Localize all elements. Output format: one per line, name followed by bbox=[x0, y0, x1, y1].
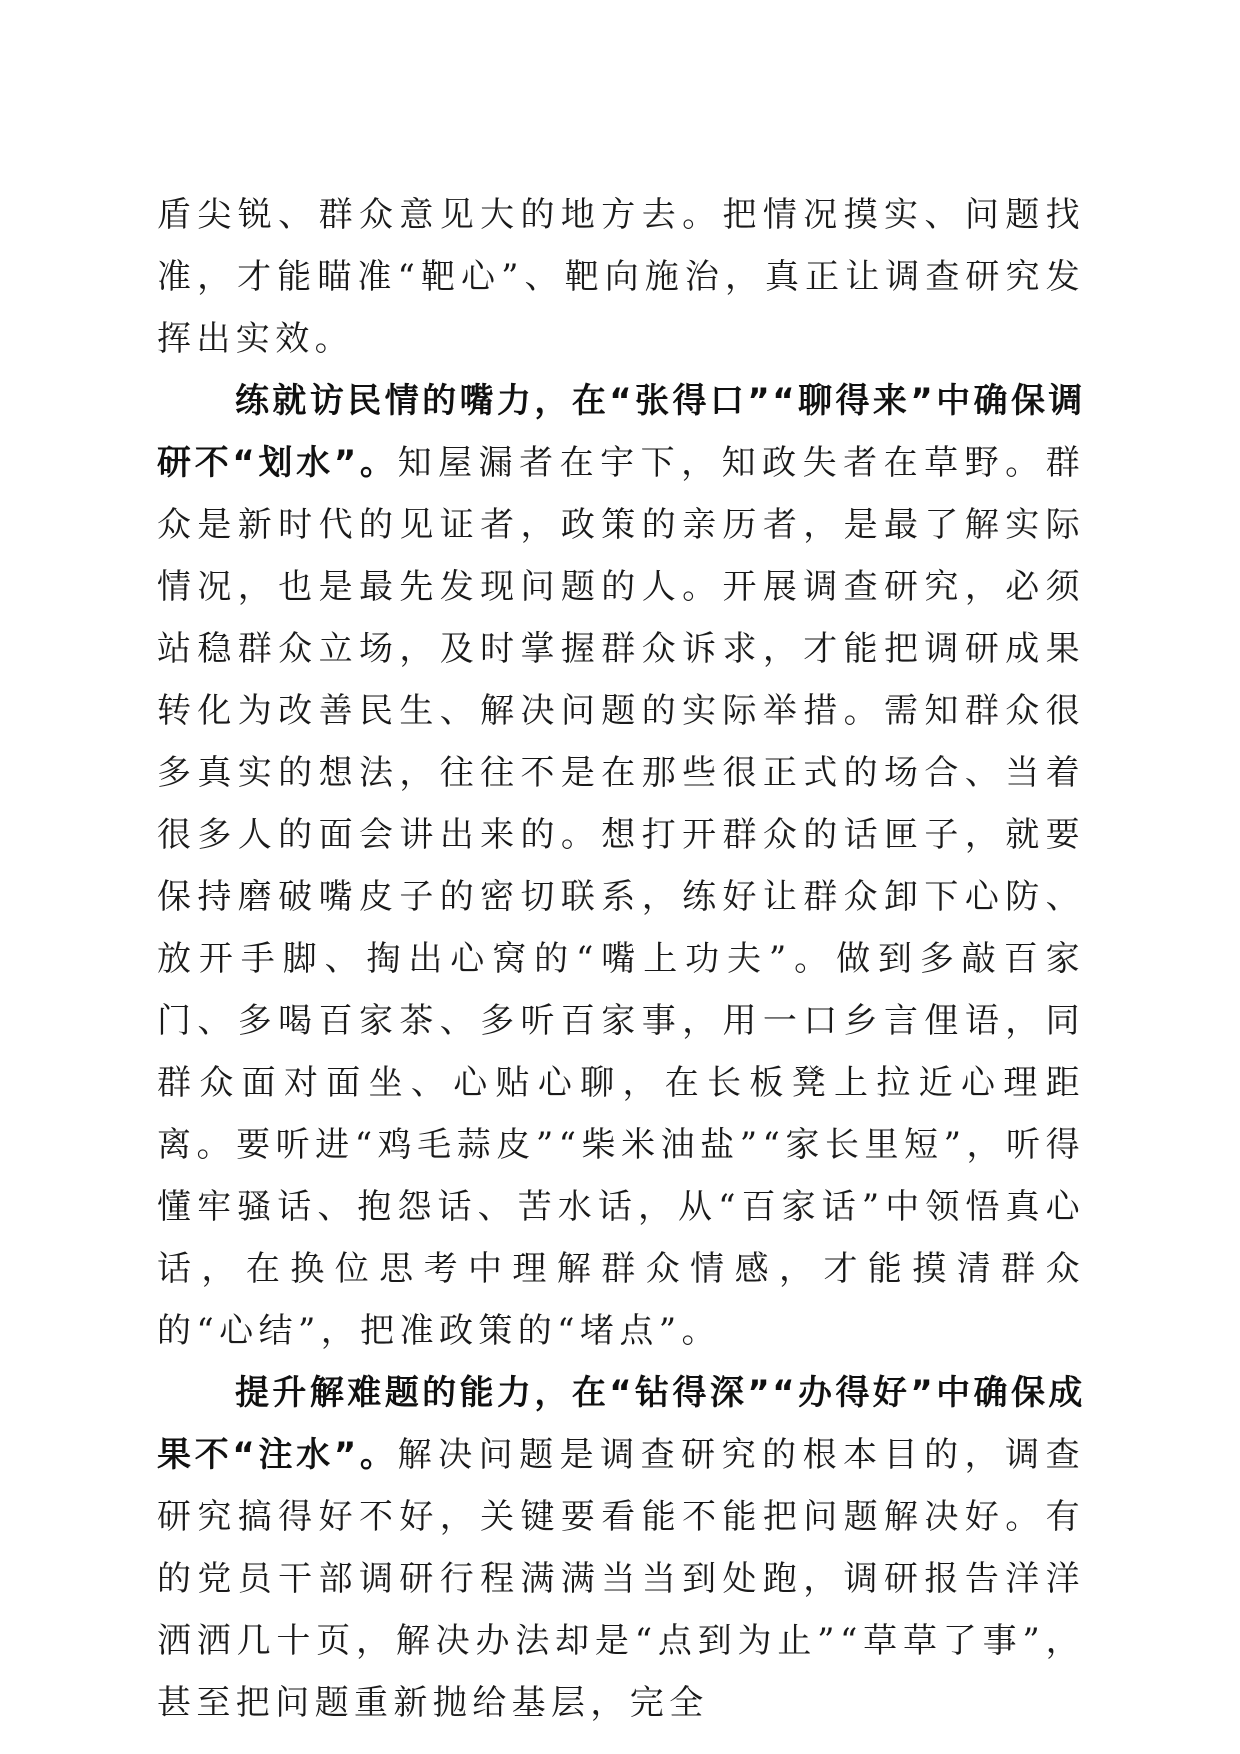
paragraph-continuation bbox=[157, 184, 1085, 370]
paragraph-problem-solving bbox=[157, 1362, 1085, 1734]
paragraph-heading: 练就访民情的嘴力，在“张得口”“聊得来”中确保调研不“划水”。 bbox=[157, 381, 1085, 483]
paragraph-text: 知屋漏者在宇下，知政失者在草野。群众是新时代的见证者，政策的亲历者，是最了解实际情况，也是最先发现问题的人。开展调查研究，必须站稳群众立场，及时掌握群众诉求，才能把调研成果转化为改善民生、解决问题的实际举措。需知群众很多真实的想法，往往不是在那些很正式的场合、当着很多人的面会讲出来的。想打开群众的话匣子，就要保持磨破嘴皮子的密切联系，练好让群众卸下心防、放开手脚、掏出心窝的“嘴上功夫”。做到多敲百家门、多喝百家茶、多听百家事，用一口乡言俚语，同群众面对面坐、心贴心聊，在长板凳上拉近心理距离。要听进“鸡毛蒜皮”“柴米油盐”“家长里短”，听得懂牢骚话、抱怨话、苦水话，从“百家话”中领悟真心话，在换位思考中理解群众情感，才能摸清群众的“心结”，把准政策的“堵点”。 bbox=[157, 443, 1085, 1351]
paragraph-heading: 提升解难题的能力，在“钻得深”“办得好”中确保成果不“注水”。 bbox=[157, 1373, 1085, 1475]
paragraph-text: 解决问题是调查研究的根本目的，调查研究搞得好不好，关键要看能不能把问题解决好。有的党员干部调研行程满满当当到处跑，调研报告洋洋洒洒几十页，解决办法却是“点到为止”“草草了事”，甚至把问题重新抛给基层，完全 bbox=[157, 1435, 1085, 1723]
document-body bbox=[157, 184, 1085, 1734]
paragraph-speaking-skills bbox=[157, 370, 1085, 1362]
paragraph-text: 盾尖锐、群众意见大的地方去。把情况摸实、问题找准，才能瞄准“靶心”、靶向施治，真正让调查研究发挥出实效。 bbox=[157, 195, 1085, 359]
